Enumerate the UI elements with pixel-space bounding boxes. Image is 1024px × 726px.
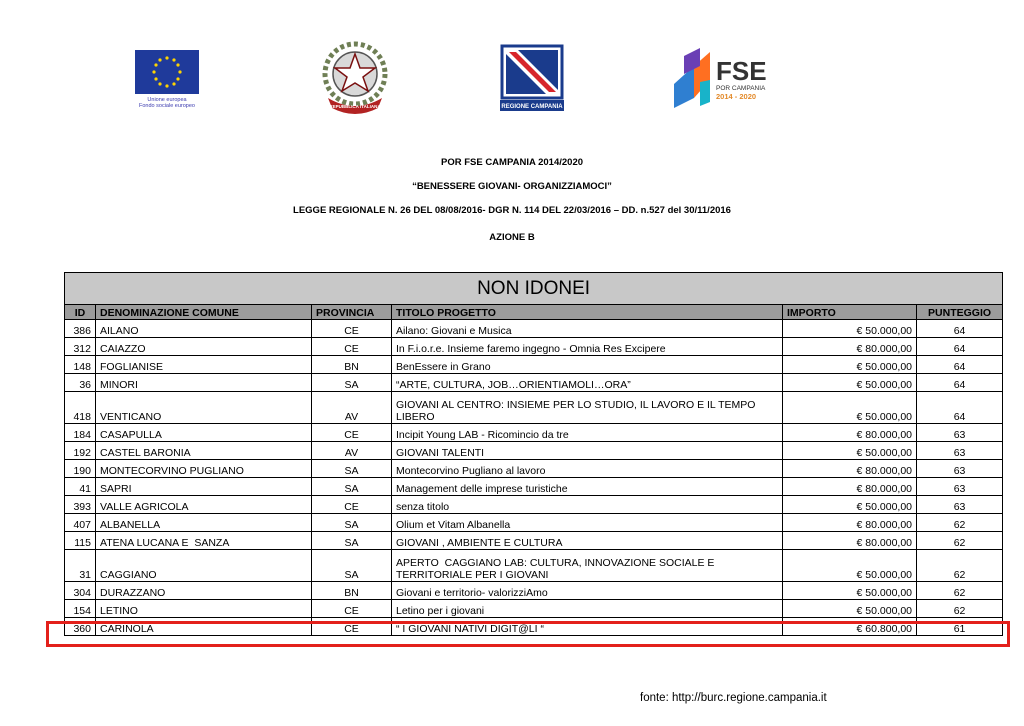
- row-punteggio: 64: [917, 338, 1003, 356]
- col-provincia: PROVINCIA: [312, 305, 392, 320]
- row-importo: € 80.000,00: [783, 478, 917, 496]
- row-punteggio: 62: [917, 582, 1003, 600]
- regione-campania-logo: [500, 44, 564, 112]
- row-importo: € 80.000,00: [783, 532, 917, 550]
- table-row: [65, 460, 1003, 478]
- row-importo: € 60.800,00: [783, 618, 917, 636]
- table-row: [65, 478, 1003, 496]
- row-titolo: Montecorvino Pugliano al lavoro: [392, 460, 783, 478]
- row-provincia: SA: [312, 514, 392, 532]
- row-provincia: CE: [312, 618, 392, 636]
- row-importo: € 50.000,00: [783, 356, 917, 374]
- table-row: [65, 600, 1003, 618]
- row-id: 148: [65, 356, 96, 374]
- col-titolo: TITOLO PROGETTO: [392, 305, 783, 320]
- row-importo: € 80.000,00: [783, 424, 917, 442]
- table-row: [65, 442, 1003, 460]
- header-law-reference: LEGGE REGIONALE N. 26 DEL 08/08/2016- DGR N. 114 DEL 22/03/2016 – DD. n.527 del 30/11/2016: [293, 205, 731, 216]
- table-row: [65, 320, 1003, 338]
- row-comune: CASTEL BARONIA: [96, 442, 312, 460]
- row-titolo: APERTO CAGGIANO LAB: CULTURA, INNOVAZIONE SOCIALE E TERRITORIALE PER I GIOVANI: [392, 550, 783, 582]
- row-titolo: Management delle imprese turistiche: [392, 478, 783, 496]
- row-provincia: SA: [312, 478, 392, 496]
- row-titolo: Giovani e territorio- valorizziAmo: [392, 582, 783, 600]
- row-id: 184: [65, 424, 96, 442]
- row-id: 407: [65, 514, 96, 532]
- row-id: 393: [65, 496, 96, 514]
- row-comune: FOGLIANISE: [96, 356, 312, 374]
- row-provincia: CE: [312, 600, 392, 618]
- italian-republic-emblem: [318, 38, 392, 118]
- row-titolo: “ I GIOVANI NATIVI DIGIT@LI “: [392, 618, 783, 636]
- row-comune: CAGGIANO: [96, 550, 312, 582]
- table-row: [65, 374, 1003, 392]
- table-row: [65, 550, 1003, 582]
- svg-text:FSE: FSE: [716, 56, 767, 86]
- row-provincia: CE: [312, 424, 392, 442]
- row-id: 115: [65, 532, 96, 550]
- row-id: 304: [65, 582, 96, 600]
- row-importo: € 50.000,00: [783, 442, 917, 460]
- row-importo: € 80.000,00: [783, 338, 917, 356]
- row-provincia: AV: [312, 442, 392, 460]
- eu-caption: Unione europea Fondo sociale europeo: [139, 97, 195, 109]
- row-titolo: “ARTE, CULTURA, JOB…ORIENTIAMOLI…ORA”: [392, 374, 783, 392]
- row-comune: LETINO: [96, 600, 312, 618]
- row-id: 360: [65, 618, 96, 636]
- row-comune: MONTECORVINO PUGLIANO: [96, 460, 312, 478]
- row-titolo: Olium et Vitam Albanella: [392, 514, 783, 532]
- row-comune: ALBANELLA: [96, 514, 312, 532]
- row-importo: € 80.000,00: [783, 460, 917, 478]
- row-titolo: BenEssere in Grano: [392, 356, 783, 374]
- row-importo: € 50.000,00: [783, 582, 917, 600]
- row-comune: SAPRI: [96, 478, 312, 496]
- table-row: [65, 424, 1003, 442]
- row-id: 192: [65, 442, 96, 460]
- row-titolo: Incipit Young LAB - Ricomincio da tre: [392, 424, 783, 442]
- row-id: 41: [65, 478, 96, 496]
- row-id: 31: [65, 550, 96, 582]
- source-caption: fonte: http://burc.regione.campania.it: [640, 692, 827, 704]
- row-importo: € 50.000,00: [783, 374, 917, 392]
- table-row: [65, 356, 1003, 374]
- svg-text:POR CAMPANIA: POR CAMPANIA: [716, 85, 766, 92]
- row-comune: AILANO: [96, 320, 312, 338]
- row-titolo: senza titolo: [392, 496, 783, 514]
- row-provincia: SA: [312, 550, 392, 582]
- row-punteggio: 61: [917, 618, 1003, 636]
- row-provincia: AV: [312, 392, 392, 424]
- row-id: 36: [65, 374, 96, 392]
- row-id: 312: [65, 338, 96, 356]
- row-comune: CARINOLA: [96, 618, 312, 636]
- col-importo: IMPORTO: [783, 305, 917, 320]
- row-punteggio: 64: [917, 320, 1003, 338]
- table-row: [65, 514, 1003, 532]
- row-titolo: Letino per i giovani: [392, 600, 783, 618]
- row-comune: DURAZZANO: [96, 582, 312, 600]
- row-punteggio: 63: [917, 460, 1003, 478]
- row-importo: € 50.000,00: [783, 550, 917, 582]
- table-header-row: [65, 305, 1003, 320]
- row-comune: MINORI: [96, 374, 312, 392]
- row-punteggio: 64: [917, 392, 1003, 424]
- row-comune: VALLE AGRICOLA: [96, 496, 312, 514]
- row-importo: € 80.000,00: [783, 514, 917, 532]
- col-comune: DENOMINAZIONE COMUNE: [96, 305, 312, 320]
- row-punteggio: 62: [917, 514, 1003, 532]
- row-provincia: SA: [312, 460, 392, 478]
- table-title: NON IDONEI: [65, 273, 1003, 305]
- row-titolo: GIOVANI , AMBIENTE E CULTURA: [392, 532, 783, 550]
- row-titolo: GIOVANI AL CENTRO: INSIEME PER LO STUDIO, IL LAVORO E IL TEMPO LIBERO: [392, 392, 783, 424]
- non-idonei-table: [64, 272, 1003, 636]
- row-punteggio: 62: [917, 600, 1003, 618]
- header-project-name: “BENESSERE GIOVANI- ORGANIZZIAMOCI”: [412, 181, 612, 192]
- highlight-frame: [46, 621, 1010, 647]
- row-punteggio: 63: [917, 496, 1003, 514]
- row-titolo: In F.i.o.r.e. Insieme faremo ingegno - Omnia Res Excipere: [392, 338, 783, 356]
- row-id: 154: [65, 600, 96, 618]
- row-importo: € 50.000,00: [783, 600, 917, 618]
- row-punteggio: 62: [917, 550, 1003, 582]
- row-provincia: CE: [312, 338, 392, 356]
- row-importo: € 50.000,00: [783, 392, 917, 424]
- table-row: [65, 338, 1003, 356]
- table-row: [65, 582, 1003, 600]
- row-id: 418: [65, 392, 96, 424]
- table-row: [65, 532, 1003, 550]
- row-provincia: CE: [312, 320, 392, 338]
- row-punteggio: 62: [917, 532, 1003, 550]
- row-provincia: SA: [312, 374, 392, 392]
- table-row: [65, 496, 1003, 514]
- svg-text:REGIONE CAMPANIA: REGIONE CAMPANIA: [501, 104, 563, 110]
- row-titolo: GIOVANI TALENTI: [392, 442, 783, 460]
- row-id: 386: [65, 320, 96, 338]
- row-provincia: BN: [312, 356, 392, 374]
- col-id: ID: [65, 305, 96, 320]
- row-importo: € 50.000,00: [783, 496, 917, 514]
- row-provincia: BN: [312, 582, 392, 600]
- svg-text:REPUBBLICA ITALIANA: REPUBBLICA ITALIANA: [329, 104, 381, 109]
- svg-text:2014 - 2020: 2014 - 2020: [716, 92, 757, 101]
- row-punteggio: 63: [917, 478, 1003, 496]
- header-program: POR FSE CAMPANIA 2014/2020: [440, 157, 584, 168]
- row-punteggio: 63: [917, 424, 1003, 442]
- row-punteggio: 63: [917, 442, 1003, 460]
- row-comune: VENTICANO: [96, 392, 312, 424]
- header-action: AZIONE B: [489, 232, 535, 243]
- row-comune: ATENA LUCANA E SANZA: [96, 532, 312, 550]
- row-provincia: SA: [312, 532, 392, 550]
- row-punteggio: 64: [917, 356, 1003, 374]
- row-id: 190: [65, 460, 96, 478]
- fse-por-campania-logo: [670, 46, 780, 112]
- table-row: [65, 392, 1003, 424]
- row-importo: € 50.000,00: [783, 320, 917, 338]
- row-comune: CAIAZZO: [96, 338, 312, 356]
- row-titolo: Ailano: Giovani e Musica: [392, 320, 783, 338]
- col-punteggio: PUNTEGGIO: [917, 305, 1003, 320]
- row-comune: CASAPULLA: [96, 424, 312, 442]
- row-punteggio: 64: [917, 374, 1003, 392]
- logo-bar: [0, 38, 1024, 118]
- row-provincia: CE: [312, 496, 392, 514]
- eu-flag-logo: [135, 50, 199, 94]
